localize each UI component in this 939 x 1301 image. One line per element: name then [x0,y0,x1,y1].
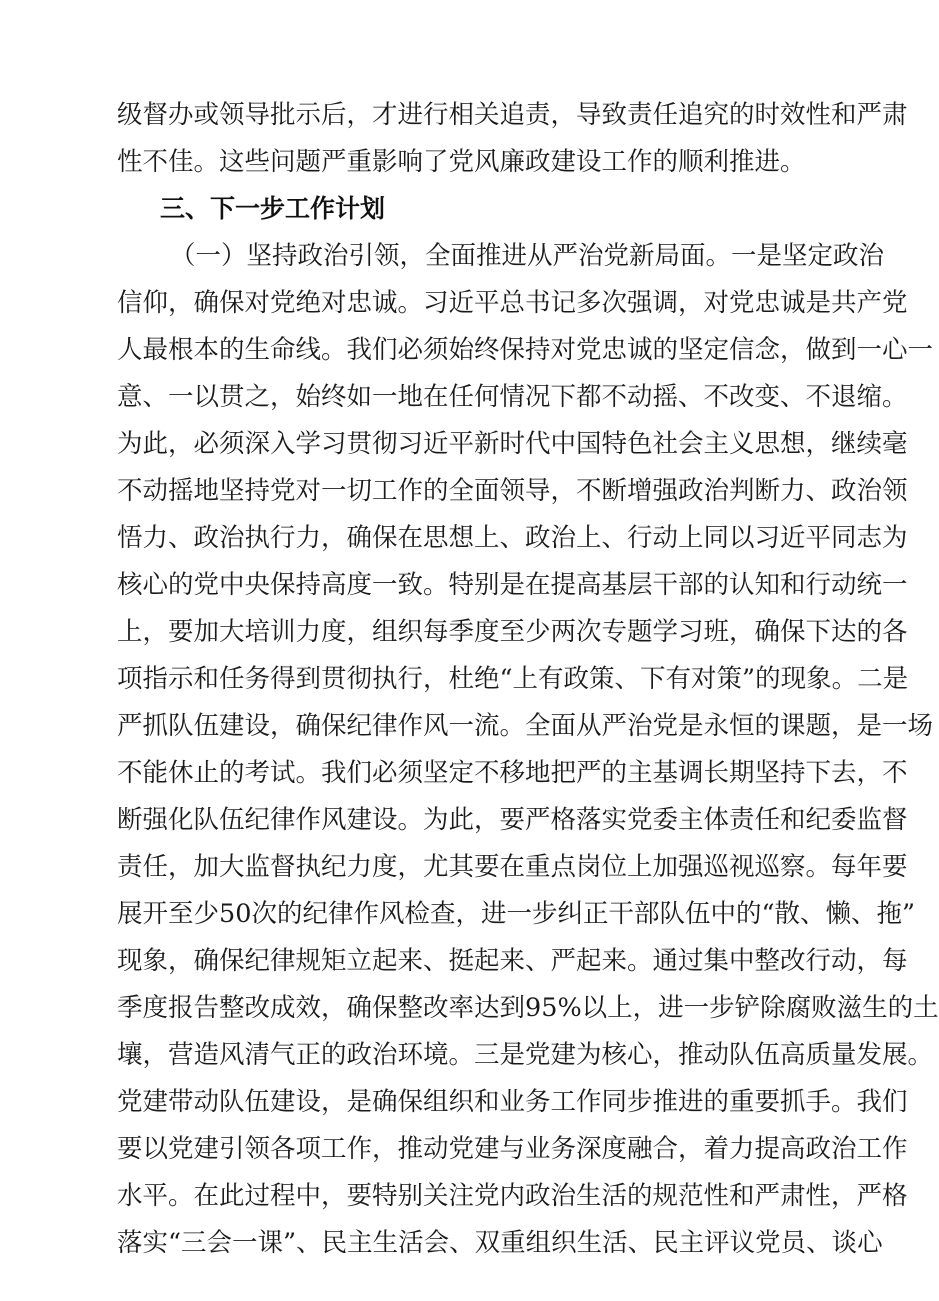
text-line: 季度报告整改成效，确保整改率达到95%以上，进一步铲除腐败滋生的土 [117,993,939,1023]
text-line: 党建带动队伍建设，是确保组织和业务工作同步推进的重要抓手。我们 [117,1087,908,1117]
text-line: 级督办或领导批示后，才进行相关追责，导致责任追究的时效性和严肃 [117,100,908,130]
text-line: 不动摇地坚持党对一切工作的全面领导，不断增强政治判断力、政治领 [117,476,908,506]
text-line: 项指示和任务得到贯彻执行，杜绝“上有政策、下有对策”的现象。二是 [117,664,909,694]
text-line: 不能休止的考试。我们必须坚定不移地把严的主基调长期坚持下去，不 [117,758,908,788]
text-line: 落实“三会一课”、民主生活会、双重组织生活、民主评议党员、谈心 [117,1228,883,1258]
text-line: 壤，营造风清气正的政治环境。三是党建为核心，推动队伍高质量发展。 [117,1040,934,1070]
text-line: 现象，确保纪律规矩立起来、挺起来、严起来。通过集中整改行动，每 [117,946,908,976]
text-line: 信仰，确保对党绝对忠诚。习近平总书记多次强调，对党忠诚是共产党 [117,288,908,318]
text-line: 严抓队伍建设，确保纪律作风一流。全面从严治党是永恒的课题，是一场 [117,711,934,741]
text-line: 断强化队伍纪律作风建设。为此，要严格落实党委主体责任和纪委监督 [117,805,908,835]
text-line: 悟力、政治执行力，确保在思想上、政治上、行动上同以习近平同志为 [117,523,908,553]
text-line: 上，要加大培训力度，组织每季度至少两次专题学习班，确保下达的各 [117,617,908,647]
text-line: 性不佳。这些问题严重影响了党风廉政建设工作的顺利推进。 [117,147,806,177]
section-heading: 三、下一步工作计划 [160,194,386,223]
text-line: 为此，必须深入学习贯彻习近平新时代中国特色社会主义思想，继续毫 [117,429,908,459]
text-line: 意、一以贯之，始终如一地在任何情况下都不动摇、不改变、不退缩。 [117,382,908,412]
text-line: 展开至少50次的纪律作风检查，进一步纠正干部队伍中的“散、懒、拖” [117,899,916,929]
text-line: 人最根本的生命线。我们必须始终保持对党忠诚的坚定信念，做到一心一 [117,335,934,365]
text-line: 核心的党中央保持高度一致。特别是在提高基层干部的认知和行动统一 [117,570,908,600]
text-line: （一）坚持政治引领，全面推进从严治党新局面。一是坚定政治 [170,241,885,271]
text-line: 水平。在此过程中，要特别关注党内政治生活的规范性和严肃性，严格 [117,1181,908,1211]
text-line: 要以党建引领各项工作，推动党建与业务深度融合，着力提高政治工作 [117,1134,908,1164]
text-line: 责任，加大监督执纪力度，尤其要在重点岗位上加强巡视巡察。每年要 [117,852,908,882]
